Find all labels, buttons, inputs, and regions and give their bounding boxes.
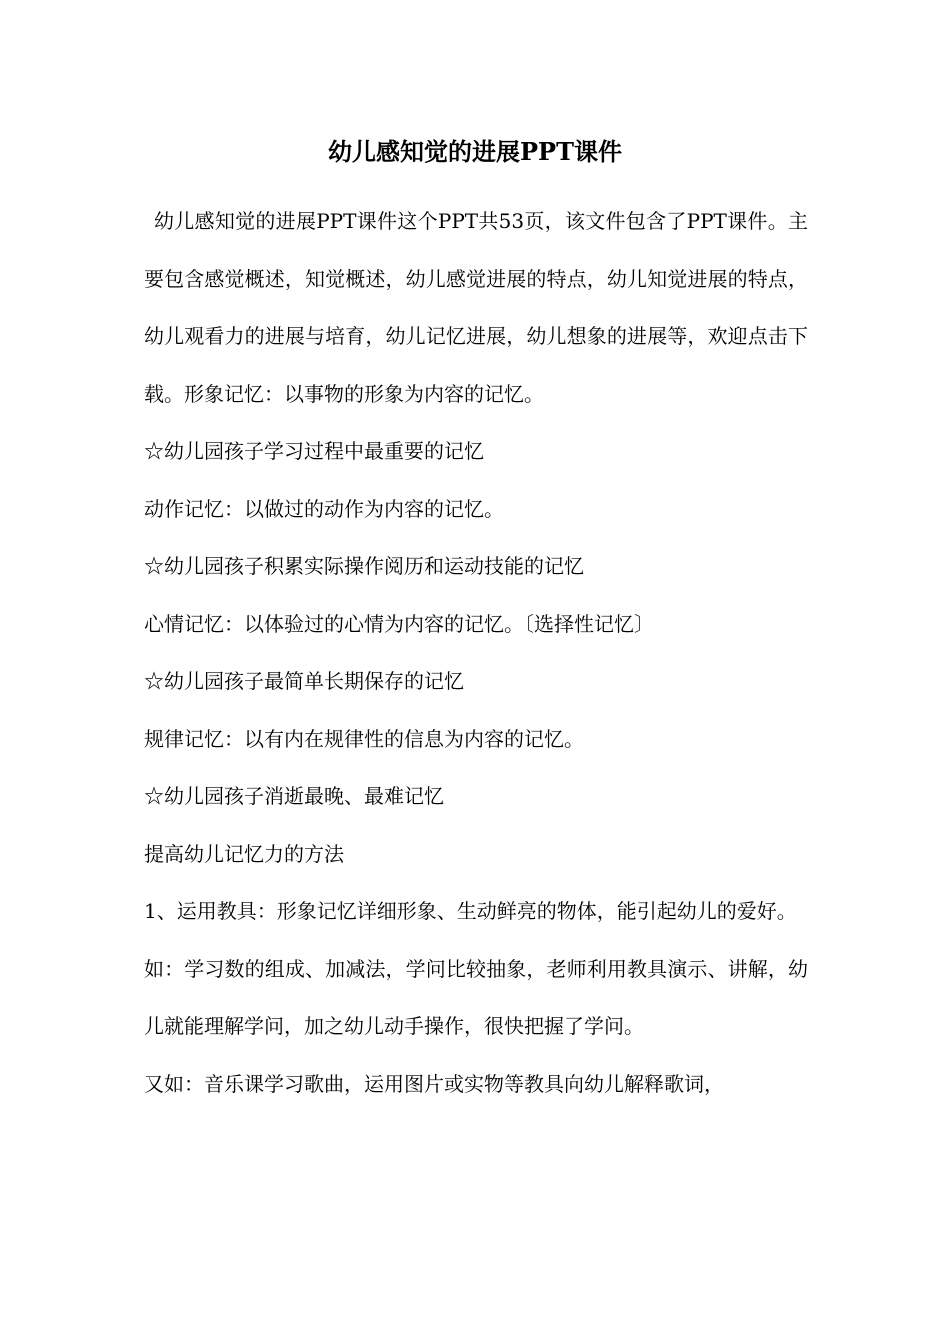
paragraph-methods-heading: 提高幼儿记忆力的方法	[144, 841, 344, 866]
document-title: 幼儿感知觉的进展PPT课件	[328, 137, 622, 166]
paragraph-method-1: 1、运用教具：形象记忆详细形象、生动鲜亮的物体，能引起幼儿的爱好。	[144, 899, 797, 923]
paragraph-star-4: ☆幼儿园孩子消逝最晚、最难记忆	[144, 784, 444, 808]
paragraph-star-3: ☆幼儿园孩子最简单长期保存的记忆	[144, 669, 464, 693]
paragraph-star-1: ☆幼儿园孩子学习过程中最重要的记忆	[144, 439, 484, 463]
paragraph-logic-memory: 规律记忆：以有内在规律性的信息为内容的记忆。	[144, 726, 584, 751]
paragraph-intro: 幼儿感知觉的进展PPT课件这个PPT共53页，该文件包含了PPT课件。主要包含感觉概述，知觉概述，幼儿感觉进展的特点，幼儿知觉进展的特点，幼儿观看力的进展与培育，幼儿记忆进展，幼儿想象的进展等，欢迎点击下载。形象记忆：以事物的形象为内容的记忆。	[144, 209, 808, 406]
document-body	[144, 193, 808, 1113]
paragraph-action-memory: 动作记忆：以做过的动作为内容的记忆。	[144, 496, 504, 521]
paragraph-emotion-memory: 心情记忆：以体验过的心情为内容的记忆。〔选择性记忆〕	[144, 611, 654, 636]
paragraph-star-2: ☆幼儿园孩子积累实际操作阅历和运动技能的记忆	[144, 554, 584, 578]
paragraph-example-1: 如：学习数的组成、加减法，学问比较抽象，老师利用教具演示、讲解，幼儿就能理解学问，加之幼儿动手操作，很快把握了学问。	[144, 956, 808, 1038]
paragraph-example-2: 又如：音乐课学习歌曲，运用图片或实物等教具向幼儿解释歌词，	[144, 1071, 724, 1096]
